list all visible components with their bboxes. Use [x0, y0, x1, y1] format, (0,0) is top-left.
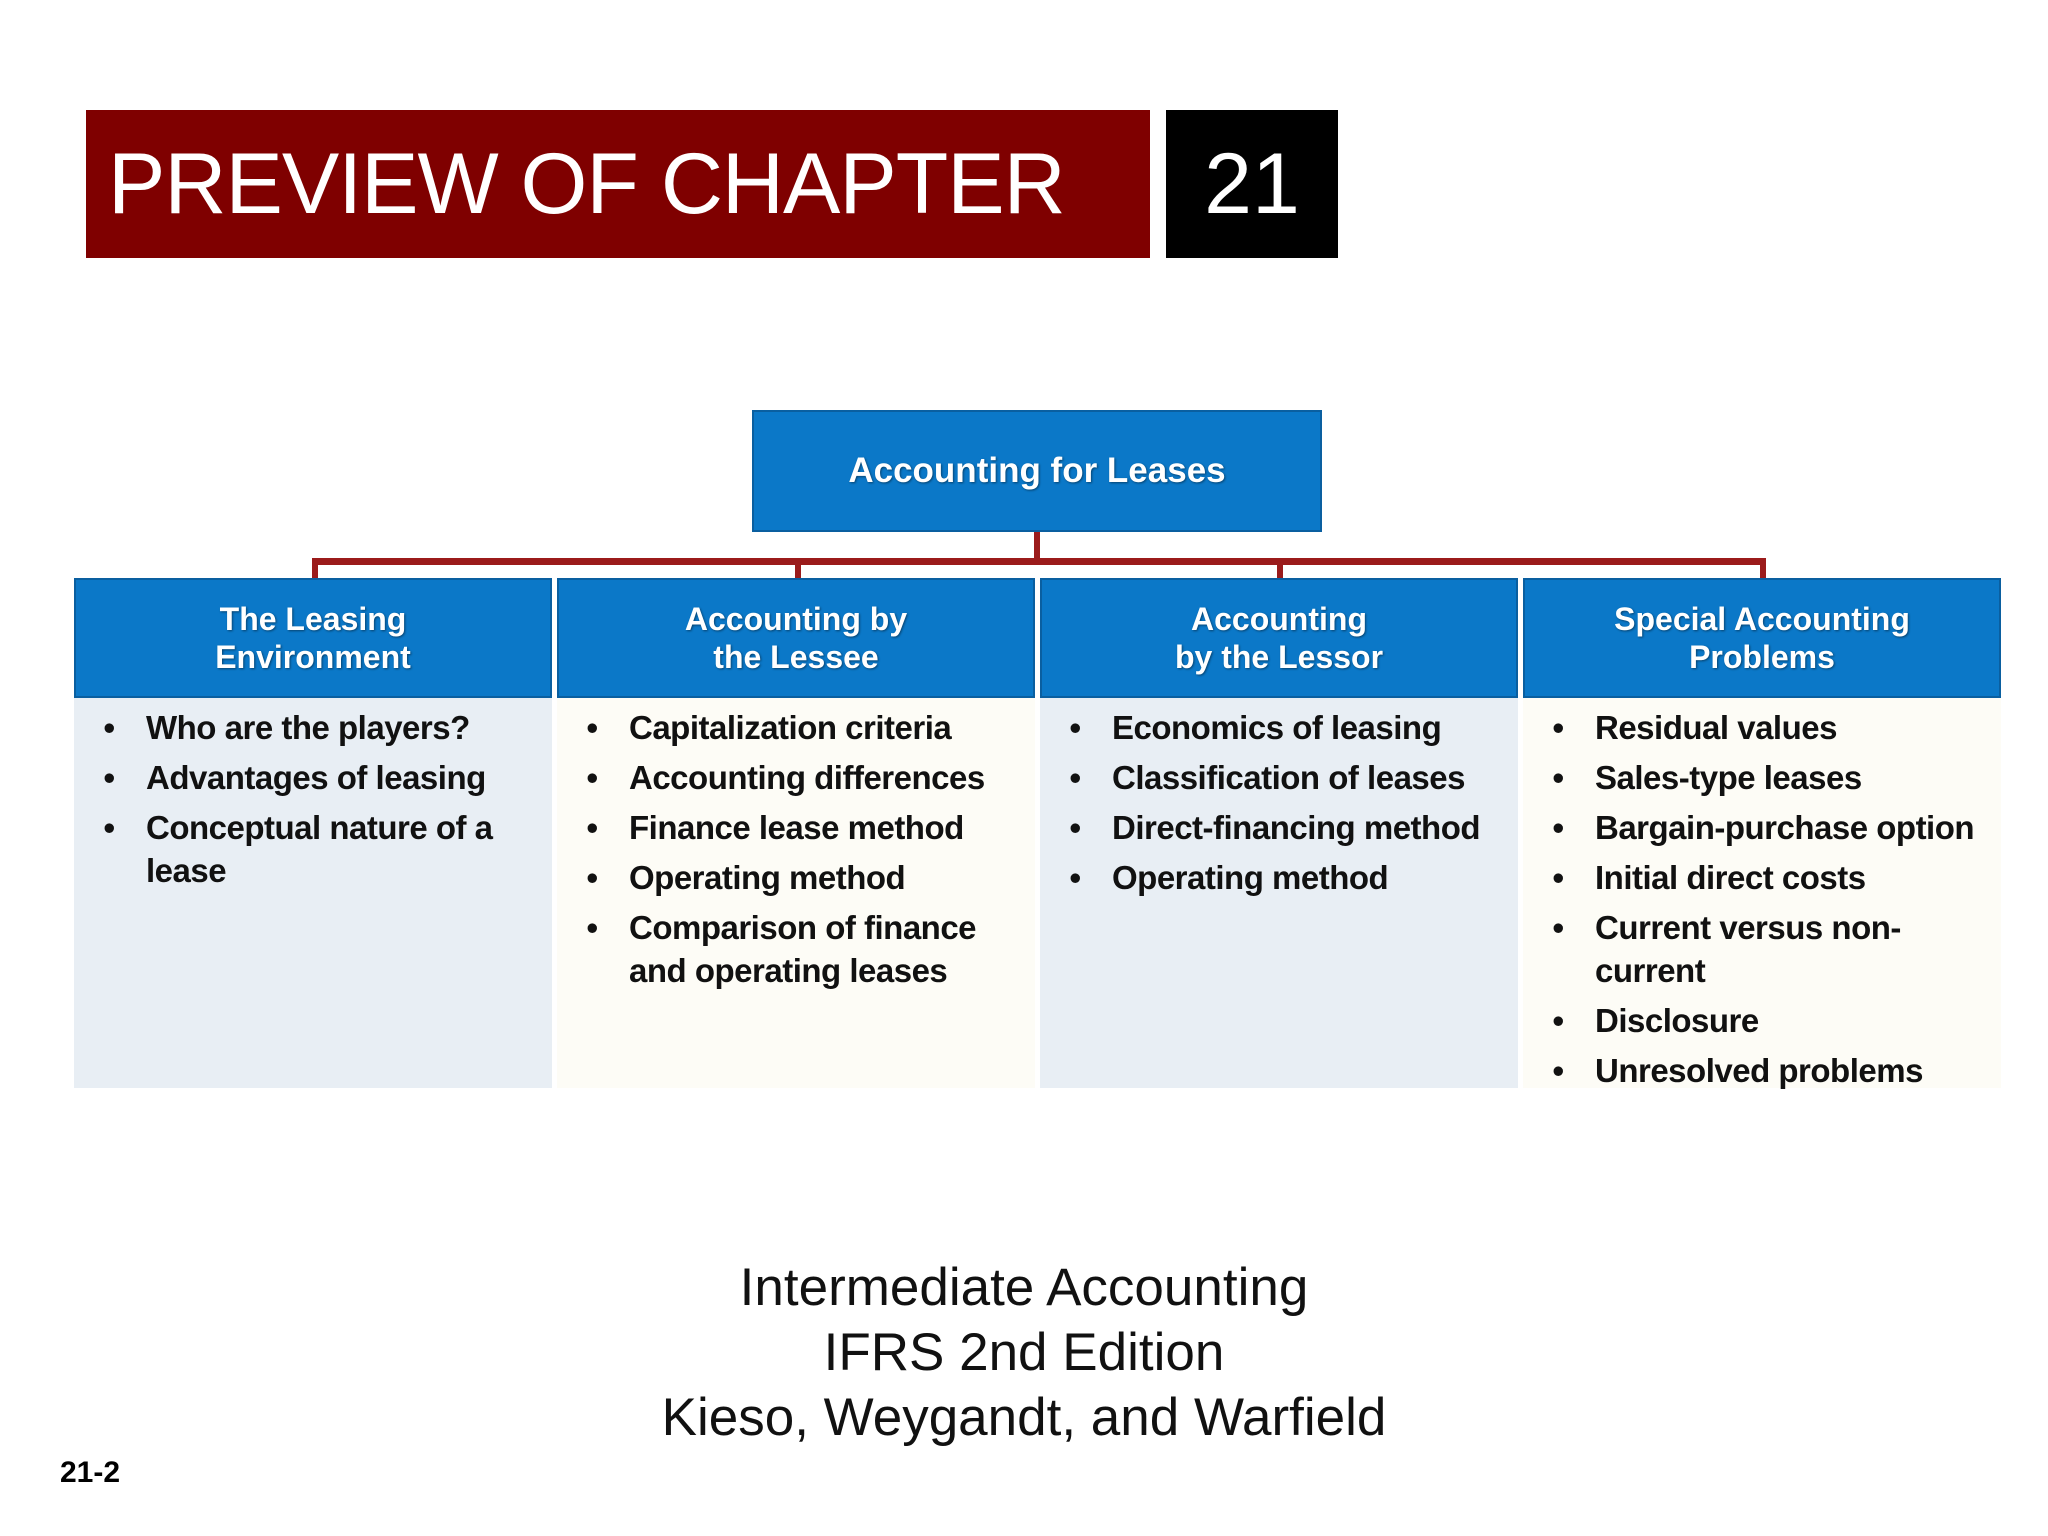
chapter-title: PREVIEW OF CHAPTER — [108, 135, 1065, 232]
book-credits — [0, 1255, 2048, 1450]
list-item: • Unresolved problems — [1552, 1052, 1923, 1089]
column-header — [74, 578, 552, 698]
list-item: • Who are the players? — [103, 709, 470, 746]
column-header — [1523, 578, 2001, 698]
column-heading: The Leasing Environment — [215, 601, 411, 675]
column-heading: Accounting by the Lessee — [684, 601, 908, 675]
list-item: • Disclosure — [1552, 1002, 1759, 1039]
column-heading: Special Accounting Problems — [1614, 601, 1910, 675]
column-special-accounting-problems — [1523, 578, 2001, 1088]
list-item: • Current versus non-current — [1552, 909, 1901, 989]
connector-col-4 — [1760, 558, 1766, 580]
topic-list — [577, 706, 1025, 992]
column-body — [557, 698, 1035, 1088]
list-item: • Accounting differences — [586, 759, 985, 796]
column-body — [74, 698, 552, 1088]
list-item: • Sales-type leases — [1552, 759, 1862, 796]
list-item: • Initial direct costs — [1552, 859, 1866, 896]
chapter-number-box — [1166, 110, 1338, 258]
connector-col-1 — [312, 558, 318, 580]
root-node-label: Accounting for Leases — [848, 451, 1226, 490]
list-item: • Classification of leases — [1069, 759, 1465, 796]
book-title: Intermediate Accounting — [739, 1258, 1309, 1317]
list-item: • Comparison of finance and operating leases — [586, 909, 977, 989]
column-leasing-environment — [74, 578, 552, 1088]
column-header — [1040, 578, 1518, 698]
book-edition: IFRS 2nd Edition — [823, 1323, 1225, 1382]
list-item: • Economics of leasing — [1069, 709, 1442, 746]
list-item: • Operating method — [586, 859, 906, 896]
column-accounting-by-lessor — [1040, 578, 1518, 1088]
list-item: • Conceptual nature of a lease — [103, 809, 493, 889]
list-item: • Capitalization criteria — [586, 709, 952, 746]
root-node — [752, 410, 1322, 532]
topic-list — [94, 706, 542, 892]
connector-horizontal — [312, 558, 1764, 565]
topic-list — [1060, 706, 1508, 899]
chapter-number: 21 — [1204, 135, 1300, 232]
topic-list — [1543, 706, 1991, 1092]
column-header — [557, 578, 1035, 698]
column-heading: Accounting by the Lessor — [1174, 601, 1384, 675]
column-body — [1040, 698, 1518, 1088]
chapter-title-bar — [86, 110, 1150, 258]
slide-number: 21-2 — [60, 1456, 121, 1489]
list-item: • Operating method — [1069, 859, 1389, 896]
list-item: • Finance lease method — [586, 809, 964, 846]
book-authors: Kieso, Weygandt, and Warfield — [661, 1388, 1387, 1447]
column-body — [1523, 698, 2001, 1088]
list-item: • Bargain-purchase option — [1552, 809, 1975, 846]
connector-col-2 — [795, 558, 801, 580]
connector-col-3 — [1277, 558, 1283, 580]
list-item: • Advantages of leasing — [103, 759, 486, 796]
list-item: • Direct-financing method — [1069, 809, 1481, 846]
column-accounting-by-lessee — [557, 578, 1035, 1088]
list-item: • Residual values — [1552, 709, 1837, 746]
